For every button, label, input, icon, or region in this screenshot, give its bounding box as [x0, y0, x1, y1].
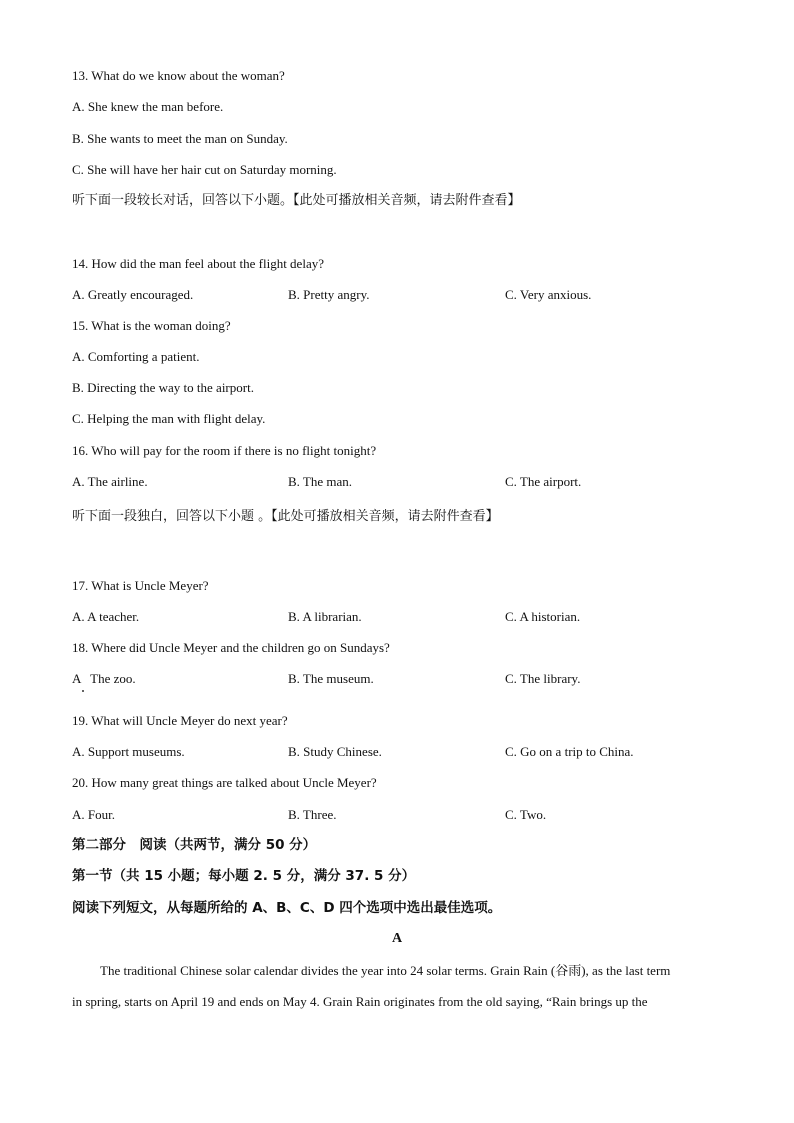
q14-option-c: C. Very anxious. [505, 287, 592, 302]
passage-label: A [391, 931, 403, 946]
q20-option-c: C. Two. [505, 807, 547, 822]
q18-option-c: C. The library. [505, 671, 581, 686]
q19-option-a: A. Support museums. [72, 744, 185, 759]
q13-stem: 13. What do we know about the woman? [72, 68, 285, 83]
q15-option-c: C. Helping the man with flight delay. [72, 411, 266, 426]
q14-options [72, 287, 722, 303]
stray-dot-mark [82, 690, 84, 692]
q19-option-c: C. Go on a trip to China. [505, 744, 634, 759]
q13-option-b: B. She wants to meet the man on Sunday. [72, 131, 288, 146]
q16-option-b: B. The man. [288, 474, 353, 489]
q16-option-c: C. The airport. [505, 474, 582, 489]
q17-options [72, 609, 722, 625]
q14-stem: 14. How did the man feel about the flight delay? [72, 256, 324, 271]
section-instruction: 阅读下列短文，从每题所给的 A、B、C、D 四个选项中选出最佳选项。 [72, 900, 502, 916]
q18-option-b: B. The museum. [288, 671, 374, 686]
q15-stem: 15. What is the woman doing? [72, 318, 231, 333]
q13-option-a: A. She knew the man before. [72, 99, 224, 114]
q19-stem: 19. What will Uncle Meyer do next year? [72, 713, 288, 728]
q16-stem: 16. Who will pay for the room if there is no flight tonight? [72, 443, 377, 458]
passage-line-2: in spring, starts on April 19 and ends on May 4. Grain Rain originates from the old saying, “Rain brings up the [72, 994, 648, 1009]
q20-options [72, 807, 722, 823]
section-part-title: 第二部分 阅读（共两节，满分 50 分） [72, 837, 317, 853]
q20-option-b: B. Three. [288, 807, 337, 822]
q14-option-b: B. Pretty angry. [288, 287, 370, 302]
instruction-long-dialogue: 听下面一段较长对话，回答以下小题。【此处可播放相关音频，请去附件查看】 [72, 193, 521, 208]
q16-option-a: A. The airline. [72, 474, 148, 489]
q20-option-a: A. Four. [72, 807, 115, 822]
q16-options [72, 474, 722, 490]
q17-option-b: B. A librarian. [288, 609, 362, 624]
passage-line-1: The traditional Chinese solar calendar divides the year into 24 solar terms. Grain Rain (谷雨), as the last term [100, 963, 671, 978]
q18-option-a: A The zoo. [72, 671, 136, 686]
q18-options [72, 671, 722, 687]
instruction-monologue: 听下面一段独白，回答以下小题 。【此处可播放相关音频，请去附件查看】 [72, 509, 499, 524]
q17-option-a: A. A teacher. [72, 609, 140, 624]
q15-option-a: A. Comforting a patient. [72, 349, 200, 364]
q19-options [72, 744, 722, 760]
q18-stem: 18. Where did Uncle Meyer and the children go on Sundays? [72, 640, 390, 655]
q14-option-a: A. Greatly encouraged. [72, 287, 194, 302]
q15-option-b: B. Directing the way to the airport. [72, 380, 254, 395]
q13-option-c: C. She will have her hair cut on Saturday morning. [72, 162, 337, 177]
q19-option-b: B. Study Chinese. [288, 744, 382, 759]
q17-stem: 17. What is Uncle Meyer? [72, 578, 209, 593]
section-sub-title: 第一节（共 15 小题；每小题 2. 5 分，满分 37. 5 分） [72, 868, 416, 884]
q17-option-c: C. A historian. [505, 609, 581, 624]
q20-stem: 20. How many great things are talked about Uncle Meyer? [72, 775, 377, 790]
